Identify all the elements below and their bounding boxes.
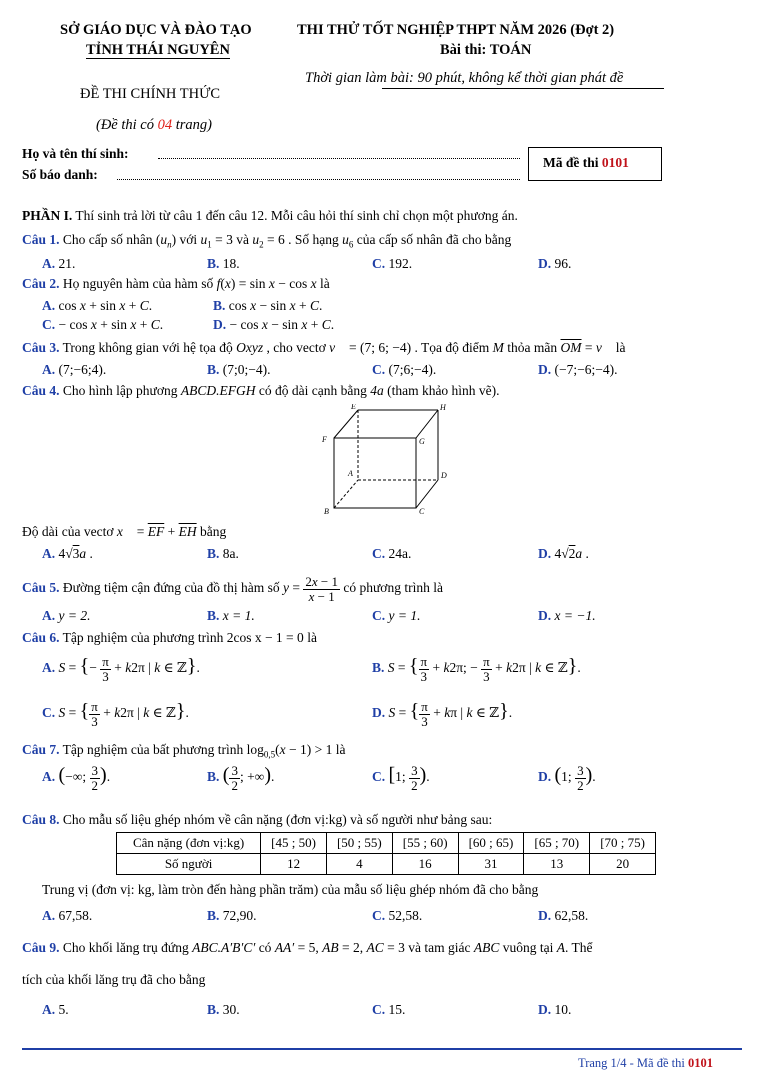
exam-title: THI THỬ TỐT NGHIỆP THPT NĂM 2026 (Đợt 2) [297, 22, 615, 38]
candidate-name-label: Họ và tên thí sinh: [22, 146, 129, 161]
q4-option-a[interactable]: A. 4√3a . [42, 546, 93, 561]
question-7-text2: là [335, 742, 346, 757]
q4-b-text: 8a. [222, 546, 239, 561]
question-4-vec-formula: x⃗ = $\overline{EF} + \overline{EH}$ bằng [116, 524, 227, 539]
q3-a-text: (7;−6;4). [58, 362, 107, 377]
table-cell: 31 [458, 854, 524, 875]
table-cell: Số người [117, 854, 261, 875]
q1-c-text: 192. [388, 256, 413, 271]
question-4-text3: (tham khảo hình vẽ). [387, 383, 500, 398]
question-6-label: Câu 6. [22, 630, 60, 645]
table-row [117, 854, 656, 875]
cube-vertex-label: D [441, 471, 447, 480]
q8-d-text: 62,58. [554, 908, 589, 923]
table-header-row [117, 833, 656, 854]
q7-option-b[interactable]: B. ( $\frac{3}{2}$ ; +∞). [207, 763, 275, 793]
province-name [86, 42, 230, 59]
q2-option-c[interactable]: C. − cos x + sin x + C. [42, 317, 164, 332]
q9-c-text: 15. [388, 1002, 406, 1017]
q1-b-text: 18. [222, 256, 240, 271]
cube-vertex-label: H [440, 404, 446, 412]
question-4-vector [22, 524, 226, 540]
question-8-label: Câu 8. [22, 812, 60, 827]
question-4-text: Cho hình lập phương [62, 383, 178, 398]
question-8-sub: Trung vị (đơn vị: kg, làm tròn đến hàng phần trăm) của mẫu số liệu ghép nhóm đã cho bằng [42, 882, 539, 897]
cube-vertex-label: C [419, 507, 425, 516]
q3-b-text: (7;0;−4). [222, 362, 271, 377]
page-count-note [96, 117, 212, 134]
q8-a-text: 67,58. [58, 908, 93, 923]
table-cell: [60 ; 65) [458, 833, 524, 854]
pages-pre: (Đề thi có [96, 117, 158, 133]
q5-fraction: $\frac{2x - 1}{x - 1}$ [305, 574, 338, 604]
q3-d-text: (−7;−6;−4). [554, 362, 618, 377]
official-label: ĐỀ THI CHÍNH THỨC [80, 86, 221, 102]
q3-option-b[interactable]: B. (7;0;−4). [207, 362, 271, 377]
candidate-name-field[interactable] [158, 158, 520, 159]
q5-c-text: y = 1. [388, 608, 421, 623]
question-3 [22, 340, 626, 356]
question-3-text: Trong không gian với hệ tọa độ [62, 340, 233, 355]
cube-vertex-label: F [322, 435, 327, 444]
question-8-text: Cho mẫu số liệu ghép nhóm về cân nặng (đơn vị:kg) và số người như bảng sau: [62, 812, 493, 827]
q1-a-text: 21. [58, 256, 76, 271]
exam-time: Thời gian làm bài: 90 phút, không kể thời gian phát đề [305, 70, 624, 86]
q5-a-text: y = 2. [58, 608, 91, 623]
cube-vertex-label: G [419, 437, 425, 446]
question-4-vec-text: Độ dài của vectơ [22, 524, 114, 539]
part1-heading: PHẦN I. [22, 208, 73, 223]
weight-table [116, 832, 656, 875]
table-cell: [50 ; 55) [326, 833, 392, 854]
q6-option-a[interactable]: A. S = {− $\frac{\pi}{3}$ + k2π | k ∈ ℤ}. [42, 654, 200, 684]
q3-option-d[interactable]: D. (−7;−6;−4). [538, 362, 618, 377]
q9-option-a[interactable]: A. 5. [42, 1002, 69, 1017]
table-cell: 16 [392, 854, 458, 875]
cube-vertex-label: E [351, 404, 356, 411]
question-2-label: Câu 2. [22, 276, 60, 291]
q1-option-b[interactable]: B. 18. [207, 256, 240, 271]
q9-option-d[interactable]: D. 10. [538, 1002, 572, 1017]
question-1-label: Câu 1. [22, 232, 60, 247]
question-5-text2: có phương trình là [343, 580, 443, 596]
province-label: TỈNH THÁI NGUYÊN [86, 42, 230, 58]
q8-option-c[interactable]: C. 52,58. [372, 908, 423, 923]
question-1 [22, 232, 511, 250]
q8-option-a[interactable]: A. 67,58. [42, 908, 93, 923]
footer-text: Trang 1/4 - Mã đề thi [578, 1056, 688, 1070]
question-3-label: Câu 3. [22, 340, 60, 355]
footer-code: 0101 [687, 1056, 713, 1070]
candidate-id-field[interactable] [117, 179, 520, 180]
question-4-edge: 4a [370, 383, 384, 398]
question-5-text: Đường tiệm cận đứng của đồ thị hàm số [62, 580, 280, 596]
q1-d-text: 96. [554, 256, 572, 271]
question-4-text2: có độ dài cạnh bằng [258, 383, 367, 398]
question-9-line2: tích của khối lăng trụ đã cho bằng [22, 972, 206, 987]
part1-instruction [22, 208, 518, 224]
question-4 [22, 383, 500, 399]
exam-code-label: Mã đề thi [543, 155, 602, 170]
exam-code-value: 0101 [601, 155, 629, 170]
q1-option-a[interactable]: A. 21. [42, 256, 76, 271]
q8-c-text: 52,58. [388, 908, 423, 923]
exam-code [543, 155, 629, 171]
question-8 [22, 812, 492, 828]
table-cell: Cân nặng (đơn vị:kg) [117, 833, 261, 854]
part1-text: Thí sinh trả lời từ câu 1 đến câu 12. Mỗi câu hỏi thí sinh chỉ chọn một phương án. [75, 208, 518, 223]
table-cell: 4 [326, 854, 392, 875]
q5-option-a[interactable]: A. y = 2. [42, 608, 91, 623]
q9-d-text: 10. [554, 1002, 572, 1017]
q4-c-text: 24a. [388, 546, 412, 561]
q1-option-c[interactable]: C. 192. [372, 256, 413, 271]
table-cell: [65 ; 70) [524, 833, 590, 854]
q4-option-d[interactable]: D. 4√2a . [538, 546, 589, 561]
question-7-formula: $\log_{0,5}(x - 1) > 1$ [246, 742, 333, 760]
footer-page [578, 1056, 713, 1071]
pages-post: trang) [172, 117, 212, 133]
table-cell: [55 ; 60) [392, 833, 458, 854]
question-6 [22, 630, 317, 646]
question-5-label: Câu 5. [22, 580, 60, 596]
q4-option-c[interactable]: C. 24a. [372, 546, 412, 561]
question-2-text: Họ nguyên hàm của hàm số [62, 276, 214, 291]
question-6-text2: là [307, 630, 317, 645]
question-1-text: Cho cấp số nhân $(u_n)$ với $u_1 = 3$ và $u_2 = 6$ . Số hạng $u_6$ của cấp số nhân đã cho bằng [62, 232, 512, 250]
q6-option-b[interactable]: B. S = { $\frac{\pi}{3}$ + k2π; − $\frac{\pi}{3}$ + k2π | k ∈ ℤ}. [372, 654, 581, 684]
q5-d-text: x = −1. [554, 608, 596, 623]
question-7 [22, 742, 345, 760]
q7-option-c[interactable]: C. [1; $\frac{3}{2}$ ). [372, 763, 430, 793]
q5-option-b[interactable]: B. x = 1. [207, 608, 255, 623]
q7-option-d[interactable]: D. (1; $\frac{3}{2}$ ). [538, 763, 596, 793]
question-9 [22, 940, 593, 956]
q9-option-c[interactable]: C. 15. [372, 1002, 406, 1017]
time-underline [382, 88, 664, 89]
q8-b-text: 72,90. [222, 908, 257, 923]
q2-option-b[interactable]: B. cos x − sin x + C. [213, 298, 323, 313]
candidate-id-label: Số báo danh: [22, 167, 98, 182]
q9-a-text: 5. [58, 1002, 69, 1017]
cube-figure [318, 404, 448, 516]
q2-option-d[interactable]: D. − cos x − sin x + C. [213, 317, 335, 332]
question-2 [22, 276, 330, 292]
table-cell: 20 [590, 854, 656, 875]
question-7-text: Tập nghiệm của bất phương trình [62, 742, 244, 757]
pages-number: 04 [157, 117, 173, 133]
q2-option-a[interactable]: A. cos x + sin x + C. [42, 298, 153, 313]
q5-option-d[interactable]: D. x = −1. [538, 608, 596, 623]
q9-b-text: 30. [222, 1002, 240, 1017]
table-cell: 13 [524, 854, 590, 875]
q9-option-b[interactable]: B. 30. [207, 1002, 240, 1017]
question-9-text: Cho khối lăng trụ đứng ABC.A′B′C′ có AA′ = 5, AB = 2, AC = 3 và tam giác ABC vuông tại A. Thể [62, 940, 593, 955]
q4-option-b[interactable]: B. 8a. [207, 546, 239, 561]
q3-c-text: (7;6;−4). [388, 362, 437, 377]
question-4-label: Câu 4. [22, 383, 60, 398]
question-3-formula: Oxyz , cho vectơ v⃗ = (7; 6; −4) . Tọa độ điểm M thỏa mãn $\overline{OM}$ = v⃗ là [236, 340, 626, 355]
q8-option-d[interactable]: D. 62,58. [538, 908, 589, 923]
table-cell: 12 [261, 854, 327, 875]
question-9-label: Câu 9. [22, 940, 60, 955]
question-4-shape: ABCD.EFGH [180, 383, 256, 398]
footer-rule [22, 1048, 742, 1050]
q8-option-b[interactable]: B. 72,90. [207, 908, 257, 923]
q6-option-d[interactable]: D. S = { $\frac{\pi}{3}$ + kπ | k ∈ ℤ}. [372, 699, 513, 729]
question-2-formula: f(x) = sin x − cos x là [216, 276, 330, 291]
department-name: SỞ GIÁO DỤC VÀ ĐÀO TẠO [60, 22, 252, 38]
cube-vertex-label: A [348, 469, 353, 478]
q5-option-c[interactable]: C. y = 1. [372, 608, 421, 623]
q1-option-d[interactable]: D. 96. [538, 256, 572, 271]
question-7-label: Câu 7. [22, 742, 60, 757]
question-5: Câu 5. Đường tiệm cận đứng của đồ thị hàm số y = $\frac{2x - 1}{x - 1}$ có phương trình là [22, 574, 443, 604]
exam-subject: Bài thi: TOÁN [440, 42, 532, 58]
cube-vertex-label: B [324, 507, 329, 516]
q7-option-a[interactable]: A. (−∞; $\frac{3}{2}$ ). [42, 763, 111, 793]
table-cell: [70 ; 75) [590, 833, 656, 854]
q3-option-a[interactable]: A. (7;−6;4). [42, 362, 107, 377]
question-6-text: Tập nghiệm của phương trình [62, 630, 224, 645]
table-cell: [45 ; 50) [261, 833, 327, 854]
question-6-eq: 2cos x − 1 = 0 [226, 630, 304, 645]
q6-option-c[interactable]: C. S = { $\frac{\pi}{3}$ + k2π | k ∈ ℤ}. [42, 699, 189, 729]
q3-option-c[interactable]: C. (7;6;−4). [372, 362, 437, 377]
q5-b-text: x = 1. [222, 608, 255, 623]
